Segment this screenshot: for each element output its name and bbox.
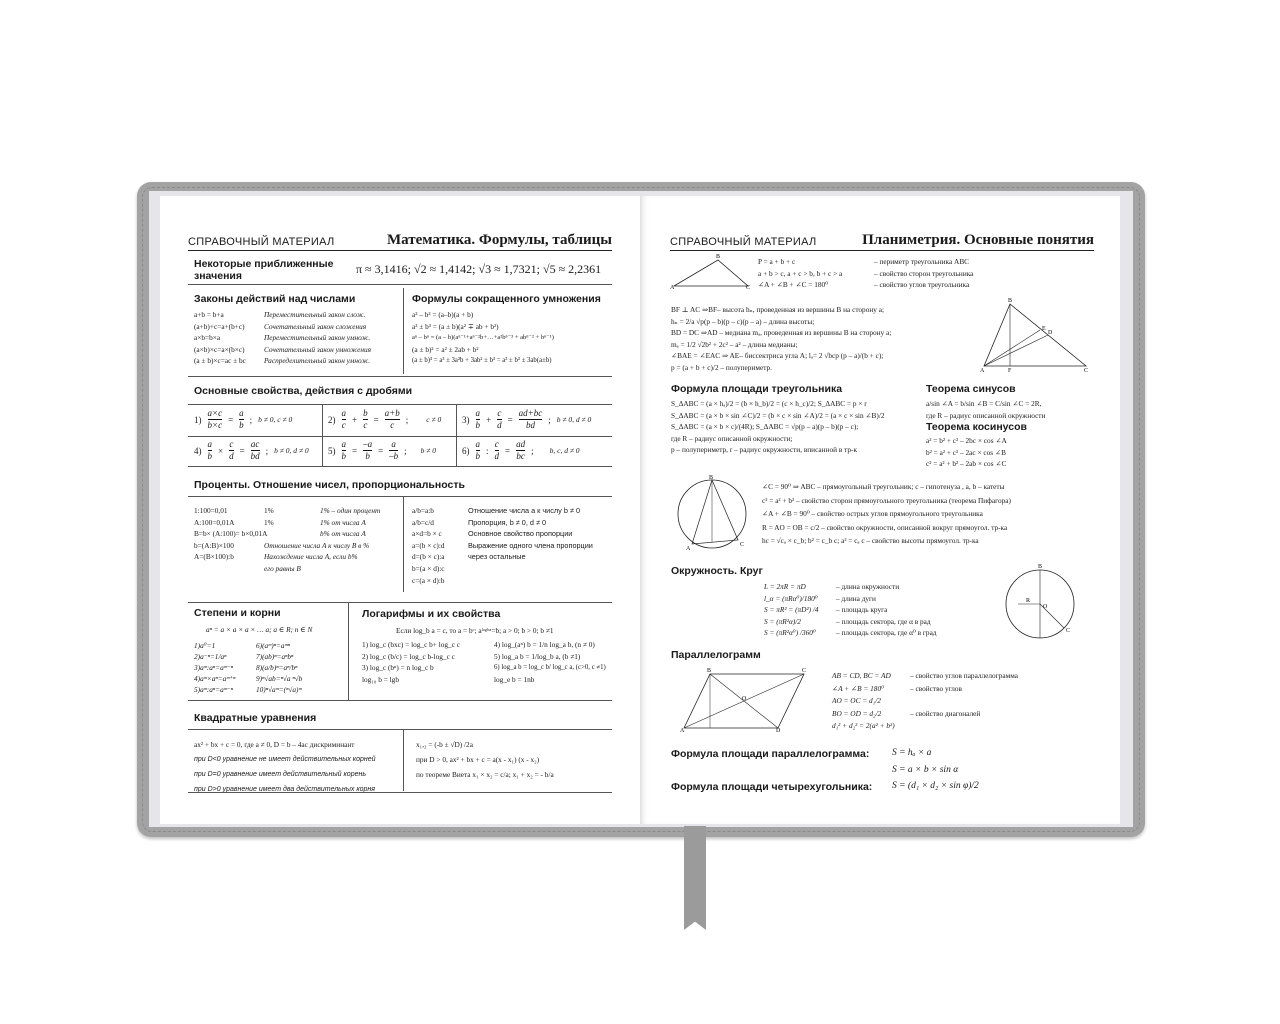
proportion-descriptions: Отношение числа a к числу b ≠ 0 Пропорция, b ≠ 0, d ≠ 0 Основное свойство пропорции Выражение одного члена пропорции через остальные [468, 506, 593, 562]
powers-definition: aⁿ = a × a × a × … a; a ∈ R; n ∈ N [206, 625, 313, 634]
formula-row: aⁿ – bⁿ = (a – b)(aⁿ⁻¹+aⁿ⁻²b+…+a²bⁿ⁻³ + abⁿ⁻² + bⁿ⁻¹) [412, 334, 554, 342]
proportion-formulas: a/b=a:b a/b=c/d a×d=b × c a=(b × c):d d=(b × c):a b=(a × d):c c=(a × d):b [412, 506, 445, 585]
header-label: СПРАВОЧНЫЙ МАТЕРИАЛ [670, 236, 817, 248]
triangle-basic-desc: – периметр треугольника ABC – свойство сторон треугольника – свойство углов треугольника [874, 257, 974, 290]
fraction-rule-2: 2) $\frac{a}{c}$ + $\frac{b}{c}$ = $\frac{a+b}{c}$ ; c ≠ 0 [328, 408, 442, 430]
svg-text:A: A [686, 546, 691, 552]
divider [188, 436, 612, 437]
percent-row: A:100=0,01A 1% 1% от числа A [194, 517, 366, 527]
law-row: a+b = b+a Переместительный закон слож. [194, 310, 366, 319]
svg-text:B: B [707, 668, 712, 674]
svg-text:O: O [1043, 604, 1048, 610]
right-triangle-list: ∠C = 90⁰ ⇒ ABC – прямоугольный треугольник; c – гипотенуза , a, b – катеты c² = a² + b² – свойство сторон прямоугольного треугольника (теорема Пифагора) ∠A + ∠B = 90⁰ – свойство острых углов прямоугольного треугольника R = AO = OB = c/2 – свойство окружности, описанной вокруг прямоугол. тр-ка hc = √cₐ × c_b; b² = c_b c; a² = cₐ c – свойство высоты прямоугол. тр-ка [762, 482, 1011, 545]
parallelogram-area-formula-1: S = hₐ × a [892, 748, 932, 758]
percent-row: A=(B×100):b Нахождение числа A, если b% его равны B [194, 552, 358, 573]
powers-col-2: 6)(aᵐ)ⁿ=aᵐⁿ 7)(ab)ⁿ=aⁿbⁿ 8)(a/b)ⁿ=aⁿ/bⁿ 9)ⁿ√ab=ⁿ√a ⁿ√b 10)ⁿ√aᵐ=(ⁿ√a)ᵐ [256, 641, 303, 694]
fraction-rule-1: 1) $\frac{a\times c}{b\times c}$ = $\frac{a}{b}$ ; b ≠ 0, c ≠ 0 [194, 408, 293, 430]
law-row: (a+b)+c=a+(b+c) Сочетательный закон сложения [194, 321, 367, 331]
logs-col-1: 1) log_c (bxc) = log_c b+ log_c c 2) log_c (b/c) = log_c b-log_c c 3) log_c (bⁿ) = n log_c b log₁₀ b = lgb [362, 640, 460, 684]
short-mult-heading: Формулы сокращенного умножения [412, 293, 601, 305]
area-list: S_ΔABC = (a × hₐ)/2 = (b × h_b)/2 = (c × h_c)/2; S_ΔABC = p × r S_ΔABC = (a × b × sin ∠C)/2 = (b × c × sin ∠A)/2 = (a × c × sin ∠B)/2 S_ΔABC = (a × b × c)/(4R); S_ΔABC = √p(p – a)(p – b)(p – c); где R – радиус описанной окружности; p – полупериметр, r – радиус окружности, вписанной в тр-к [671, 399, 885, 455]
svg-text:C: C [1066, 628, 1071, 634]
svg-text:A: A [680, 728, 685, 734]
svg-text:B: B [709, 475, 714, 481]
percent-row: B=b× (A:100)= b×0,01A b% от числа A [194, 529, 366, 539]
formula-row: (a ± b)² = a² ± 2ab + b² [412, 344, 479, 354]
logs-heading: Логарифмы и их свойства [362, 608, 501, 620]
parallelogram-formulas: AB = CD, BC = AD ∠A + ∠B = 180⁰ AO = OC = d₁/2 BO = OD = d₂/2 d₁² + d₂² = 2(a² + b²) [832, 671, 895, 730]
quadratic-right: x₁,₂ = (-b ± √D) /2a при D > 0, ax² + bx + c = a(x - x₁) (x - x₂) по теореме Виета x₁ × x₂ = c/a; x₁ + x₂ = - b/a [416, 740, 554, 779]
formula-row: a² – b² = (a–b)(a + b) [412, 310, 474, 319]
right-header [670, 230, 1094, 251]
percent-row: b=(A:B)×100 Отношение числа A к числу B в % [194, 540, 370, 550]
law-row: a×b=b×a Переместительный закон умнож. [194, 333, 371, 343]
parallelogram-area-label: Формула площади параллелограмма: [671, 748, 870, 760]
powers-heading: Степени и корни [194, 607, 281, 619]
law-row: (a×b)×c=a×(b×c) Сочетательный закон умножения [194, 344, 371, 354]
svg-text:C: C [802, 668, 807, 674]
triangle-basic-formulas: P = a + b + c a + b > c, a + c > b, b + c > a ∠A + ∠B + ∠C = 180⁰ [758, 257, 843, 290]
circle-figure [1002, 566, 1078, 642]
quadratic-left: ax² + bx + c = 0, где a ≠ 0, D = b – 4ac дискриминант при D<0 уравнение не имеет действительных корней при D=0 уравнение имеет действительный корень при D>0 уравнение имеет два действительных корня [194, 740, 376, 793]
divider [188, 602, 612, 603]
parallelogram-heading: Параллелограмм [671, 649, 761, 661]
divider [188, 376, 612, 377]
logs-col-2: 4) log_(aⁿ) b = 1/n log_a b, (n ≠ 0) 5) log_a b = 1/log_b a, (b ≠1) 6) log_a b = log_c b/ log_c a, (c>0, c ≠1) log_e b = 1nb [494, 640, 606, 684]
law-row: (a ± b)×c=ac ± bc Распределительный закон умнож. [194, 356, 371, 366]
left-page [160, 196, 641, 824]
percent-row: 1:100=0,01 1% 1% – один процент [194, 506, 381, 515]
parallelogram-area-formula-2: S = a × b × sin α [892, 765, 959, 775]
parallelogram-figure [680, 670, 806, 732]
svg-text:C: C [740, 542, 745, 548]
svg-text:F: F [1008, 368, 1012, 374]
sines-list: a/sin ∠A = b/sin ∠B = C/sin ∠C = 2R, где R – радиус описанной окружности [926, 399, 1046, 420]
svg-text:C: C [746, 285, 751, 291]
divider [188, 284, 612, 285]
svg-text:B: B [1008, 298, 1013, 304]
approx-heading: Некоторые приближенные значения [194, 258, 334, 282]
svg-text:A: A [670, 285, 675, 291]
fraction-rule-5: 5) $\frac{a}{b}$ = $\frac{-a}{b}$ = $\frac{a}{-b}$ ; b ≠ 0 [328, 439, 437, 461]
laws-heading: Законы действий над числами [194, 293, 356, 305]
svg-text:R: R [1026, 598, 1031, 604]
divider [403, 288, 404, 374]
svg-text:A: A [980, 368, 985, 374]
fraction-rule-6: 6) $\frac{a}{b}$ : $\frac{c}{d}$ = $\frac{ad}{bc}$ ; b, c, d ≠ 0 [462, 439, 580, 461]
parallelogram-desc-2: – свойство углов [910, 683, 962, 693]
divider [322, 404, 323, 466]
divider [348, 602, 349, 700]
cosines-list: a² = b² + c² – 2bc × cos ∠A b² = a² + c² – 2ac × cos ∠B c² = a² + b² – 2ab × cos ∠C [926, 436, 1007, 469]
quadrilateral-area-label: Формула площади четырехугольника: [671, 781, 873, 793]
laws-list [194, 309, 371, 367]
fraction-rule-4: 4) $\frac{a}{b}$ × $\frac{c}{d}$ = $\frac{ac}{bd}$ ; b ≠ 0, d ≠ 0 [194, 439, 309, 461]
divider [188, 729, 612, 730]
fractions-heading: Основные свойства, действия с дробями [194, 385, 413, 397]
divider [188, 700, 612, 701]
divider [188, 496, 612, 497]
percent-list [194, 505, 399, 575]
approx-values: π ≈ 3,1416; √2 ≈ 1,4142; √3 ≈ 1,7321; √5 ≈ 2,2361 [356, 262, 602, 276]
divider [188, 404, 612, 405]
header-label: СПРАВОЧНЫЙ МАТЕРИАЛ [188, 236, 335, 248]
svg-text:B: B [716, 254, 721, 260]
svg-text:B: B [1038, 564, 1043, 570]
bookmark-ribbon[interactable] [684, 826, 706, 930]
page-title: Планиметрия. Основные понятия [862, 232, 1094, 248]
svg-text:D: D [776, 728, 781, 734]
divider [403, 729, 404, 791]
logs-definition: Если log_b a = c, то a = bᶜ; aˡᵒᵍᵇᵃ=b; a > 0; b > 0; b ≠1 [396, 626, 554, 635]
divider [456, 404, 457, 466]
percent-heading: Проценты. Отношение чисел, пропорциональность [194, 479, 465, 491]
svg-text:O: O [742, 696, 747, 702]
parallelogram-desc-3: – свойство диагоналей [910, 708, 981, 718]
powers-col-1: 1)a⁰=1 2)a⁻ⁿ=1/aⁿ 3)aᵐ:aⁿ=aᵐ⁻ⁿ 4)aᵐ×aⁿ=aᵐ⁺ⁿ 5)aᵐ:aⁿ=aᵐ⁻ⁿ [194, 641, 236, 694]
quadratic-heading: Квадратные уравнения [194, 712, 317, 724]
divider [403, 496, 404, 592]
formula-row: (a ± b)³ = a³ ± 3a²b + 3ab² ± b³ = a³ ± b³ ± 3ab(a±b) [412, 357, 552, 365]
parallelogram-desc-1: – свойство углов параллелограмма [910, 671, 1018, 680]
quadrilateral-area-formula: S = (d₁ × d₂ × sin φ)/2 [892, 781, 979, 791]
triangle-lines: BF ⊥ AC ⇒BF– высота hₙ, проведенная из вершины B на сторону a; hₙ = 2/a √p(p – b)(p – c)(p – a) – длина высоты; BD = DC ⇒AD – медиана mₐ, проведенная из вершины B на сторону a; mₐ = 1/2 √2b² + 2c² – a² – длина медианы; ∠BAE = ∠EAC ⇒ AE– биссектриса угла A; lₐ= 2 √bcp (p – a)/(b + c); p = (a + b + c)/2 – полупериметр. [671, 305, 892, 372]
circle-heading: Окружность. Круг [671, 565, 763, 577]
area-heading: Формула площади треугольника [671, 383, 843, 395]
sines-heading: Теорема синусов [926, 383, 1016, 395]
triangle-abc-figure [670, 254, 751, 291]
fraction-rule-3: 3) $\frac{a}{b}$ + $\frac{c}{d}$ = $\frac{ad+bc}{bd}$ ; b ≠ 0, d ≠ 0 [462, 408, 592, 430]
divider [188, 792, 612, 793]
cosines-heading: Теорема косинусов [926, 421, 1027, 433]
divider [188, 466, 612, 467]
circle-formulas: L = 2πR = πD l_α = (πRα⁰)/180⁰ S = πR² = (πD²) /4 S = (πR²α)/2 S = (πR²α⁰) /360⁰ [764, 582, 819, 638]
page-title: Математика. Формулы, таблицы [386, 232, 612, 248]
left-header [188, 230, 612, 251]
svg-text:C: C [1084, 368, 1089, 374]
short-mult-list [412, 309, 554, 367]
circle-desc: – длина окружности – длина дуги – площадь круга – площадь сектора, где α в рад – площадь сектора, где α⁰ в град [836, 582, 937, 638]
right-page [640, 196, 1120, 824]
formula-row: a³ ± b³ = (a ± b)(a² ∓ ab + b²) [412, 321, 499, 331]
svg-text:D: D [1048, 330, 1053, 336]
triangle-heights-figure [980, 300, 1090, 372]
svg-text:E: E [1042, 326, 1046, 332]
inscribed-right-triangle-figure [676, 476, 752, 552]
